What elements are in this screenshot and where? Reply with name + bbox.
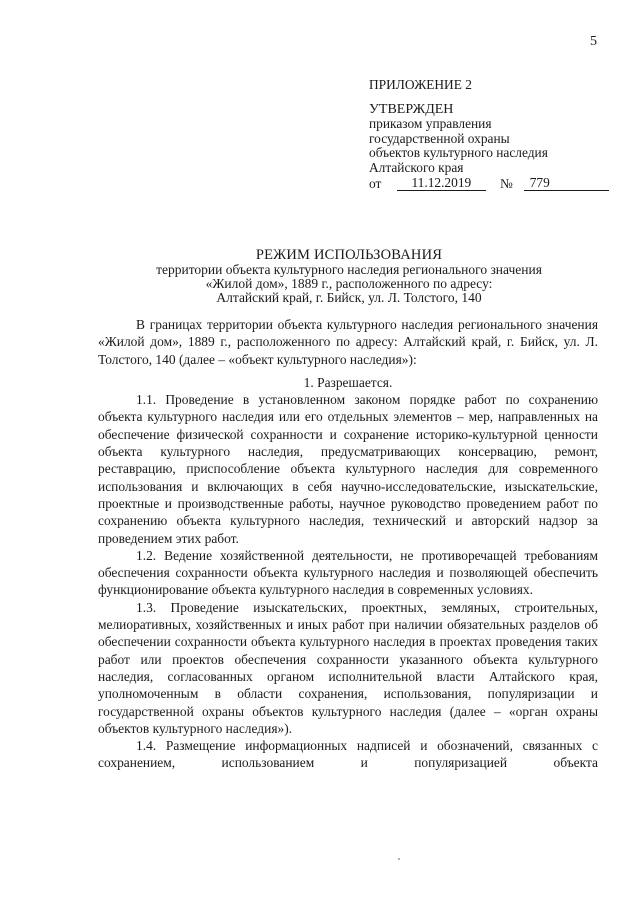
order-date: 11.12.2019 bbox=[397, 176, 486, 192]
document-title-block bbox=[100, 247, 598, 304]
from-label: от bbox=[369, 175, 382, 191]
clause-paragraph: 1.4. Размещение информационных надписей и обозначений, связанных с сохранением, использованием и популяризацией объекта bbox=[98, 738, 598, 771]
section-heading: 1. Разрешается. bbox=[303, 374, 393, 390]
approval-line: объектов культурного наследия bbox=[369, 145, 548, 161]
approval-line: Алтайского края bbox=[369, 159, 464, 175]
subtitle-line: Алтайский край, г. Бийск, ул. Л. Толстого, 140 bbox=[216, 289, 482, 305]
clause-paragraph: 1.1. Проведение в установленном законом порядке работ по сохранению объекта культурного наследия или его отдельных элементов – мер, направленных на обеспечение физической сохранности и сохранение историко-культурной ценности объекта культурного наследия, предусматривающих консервацию, ремонт, реставрацию, приспособление объекта культурного наследия для современного использования и включающих в себя научно-исследовательские, изыскательские, проектные и производственные работы, научное руководство проведением работ по сохранению объекта культурного наследия, технический и авторский надзор за проведением этих работ. bbox=[98, 392, 598, 546]
approved-label: УТВЕРЖДЕН bbox=[369, 101, 454, 117]
scan-speck bbox=[398, 858, 400, 860]
attachment-label: ПРИЛОЖЕНИЕ 2 bbox=[369, 77, 472, 92]
clause-paragraph: 1.3. Проведение изыскательских, проектных, земляных, строительных, мелиоративных, хозяйственных и иных работ при наличии обязательных разделов об обеспечении сохранности объекта культурного наследия в проектах проведения таких работ или проектов обеспечения сохранности указанного объекта культурного наследия, согласованных органом исполнительной власти Алтайского края, уполномоченным в области сохранения, использования, популяризации и государственной охраны объектов культурного наследия (далее – «орган охраны объектов культурного наследия»). bbox=[98, 599, 598, 736]
document-title: РЕЖИМ ИСПОЛЬЗОВАНИЯ bbox=[255, 247, 443, 263]
document-body bbox=[98, 316, 598, 772]
subtitle-line: «Жилой дом», 1889 г., расположенного по адресу: bbox=[205, 275, 493, 291]
clause-paragraph: 1.2. Ведение хозяйственной деятельности, не противоречащей требованиям обеспечения сохранности объекта культурного наследия и позволяющей обеспечить функционирование объекта культурного наследия в современных условиях. bbox=[98, 547, 598, 598]
approval-block bbox=[369, 78, 609, 191]
subtitle-line: территории объекта культурного наследия регионального значения bbox=[156, 262, 542, 277]
approval-line: приказом управления bbox=[369, 116, 492, 132]
approval-line: государственной охраны bbox=[369, 130, 510, 146]
page-number: 5 bbox=[590, 34, 597, 49]
intro-paragraph: В границах территории объекта культурного наследия регионального значения «Жилой дом», 1889 г., расположенного по адресу: Алтайский край, г. Бийск, ул. Л. Толстого, 140 (далее – «объект культурного наследия»): bbox=[98, 317, 598, 367]
order-number: 779 bbox=[524, 176, 609, 192]
order-date-number-row bbox=[369, 176, 609, 192]
number-label: № bbox=[499, 175, 513, 191]
